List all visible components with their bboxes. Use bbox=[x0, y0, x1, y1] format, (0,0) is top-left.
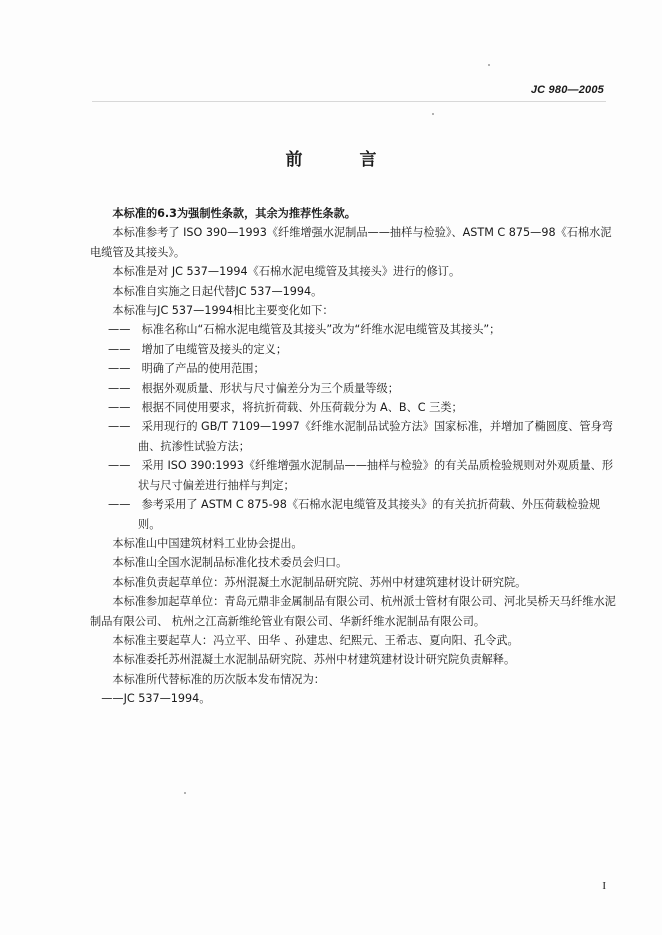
paragraph-mandatory-clause: 本标准的6.3为强制性条款，其余为推荐性条款。 bbox=[112, 207, 356, 220]
change-item: —— 采用现行的 GB/T 7109—1997《纤维水泥制品试验方法》国家标准，并增加了椭圆度、管身弯曲、抗渗性试验方法； bbox=[108, 420, 613, 453]
scan-speck bbox=[488, 64, 490, 66]
paragraph-history-intro: 本标准所代替标准的历次版本发布情况为： bbox=[112, 672, 325, 686]
change-item: —— 根据不同使用要求，将抗折荷载、外压荷载分为 A、B、C 三类； bbox=[108, 401, 463, 415]
change-item: —— 增加了电缆管及接头的定义； bbox=[108, 342, 288, 356]
change-item: —— 采用 ISO 390:1993《纤维增强水泥制品——抽样与检验》的有关品质检验规则对外观质量、形状与尺寸偏差进行抽样与判定； bbox=[108, 459, 614, 492]
document-body bbox=[90, 204, 620, 709]
paragraph-main-drafters: 本标准主要起草人：冯立平、田华 、孙建忠、纪熙元、王希志、夏向阳、孔令武。 bbox=[112, 633, 519, 647]
paragraph-proposer: 本标准山中国建筑材料工业协会提出。 bbox=[112, 536, 303, 550]
paragraph-revision: 本标准是对 JC 537—1994《石棉水泥电缆管及其接头》进行的修订。 bbox=[112, 265, 461, 279]
change-item: —— 明确了产品的使用范围； bbox=[108, 362, 265, 376]
standard-code: JC 980—2005 bbox=[530, 84, 604, 96]
history-item: ——JC 537—1994。 bbox=[101, 692, 211, 706]
scan-speck bbox=[184, 792, 186, 794]
paragraph-centralized: 本标准山全国水泥制品标准化技术委员会归口。 bbox=[112, 556, 348, 570]
paragraph-changes-intro: 本标准与JC 537—1994相比主要变化如下： bbox=[112, 304, 334, 318]
header-rule bbox=[92, 101, 606, 102]
paragraph-references: 本标准参考了 ISO 390—1993《纤维增强水泥制品——抽样与检验》、ASTM C 875—98《石棉水泥电缆管及其接头》。 bbox=[90, 226, 612, 259]
change-item: —— 参考采用了 ASTM C 875-98《石棉水泥电缆管及其接头》的有关抗折荷载、外压荷载检验规则。 bbox=[108, 498, 601, 531]
change-item: —— 标准名称山“石棉水泥电缆管及其接头”改为“纤维水泥电缆管及其接头”； bbox=[108, 323, 501, 337]
page-number: I bbox=[602, 880, 606, 892]
paragraph-interpretation: 本标准委托苏州混凝土水泥制品研究院、苏州中材建筑建材设计研究院负责解释。 bbox=[112, 653, 516, 667]
paragraph-participating-drafters: 本标准参加起草单位：青岛元鼎非金属制品有限公司、杭州派士管材有限公司、河北吴桥天马纤维水泥制品有限公司、 杭州之江高新维纶管业有限公司、华新纤维水泥制品有限公司。 bbox=[90, 595, 616, 628]
paragraph-lead-drafter: 本标准负责起草单位：苏州混凝土水泥制品研究院、苏州中材建筑建材设计研究院。 bbox=[112, 575, 527, 589]
page-title: 前 言 bbox=[285, 150, 397, 170]
paragraph-replacement: 本标准自实施之日起代替JC 537—1994。 bbox=[112, 284, 323, 298]
change-item: —— 根据外观质量、形状与尺寸偏差分为三个质量等级； bbox=[108, 381, 399, 395]
scan-speck bbox=[432, 113, 434, 115]
